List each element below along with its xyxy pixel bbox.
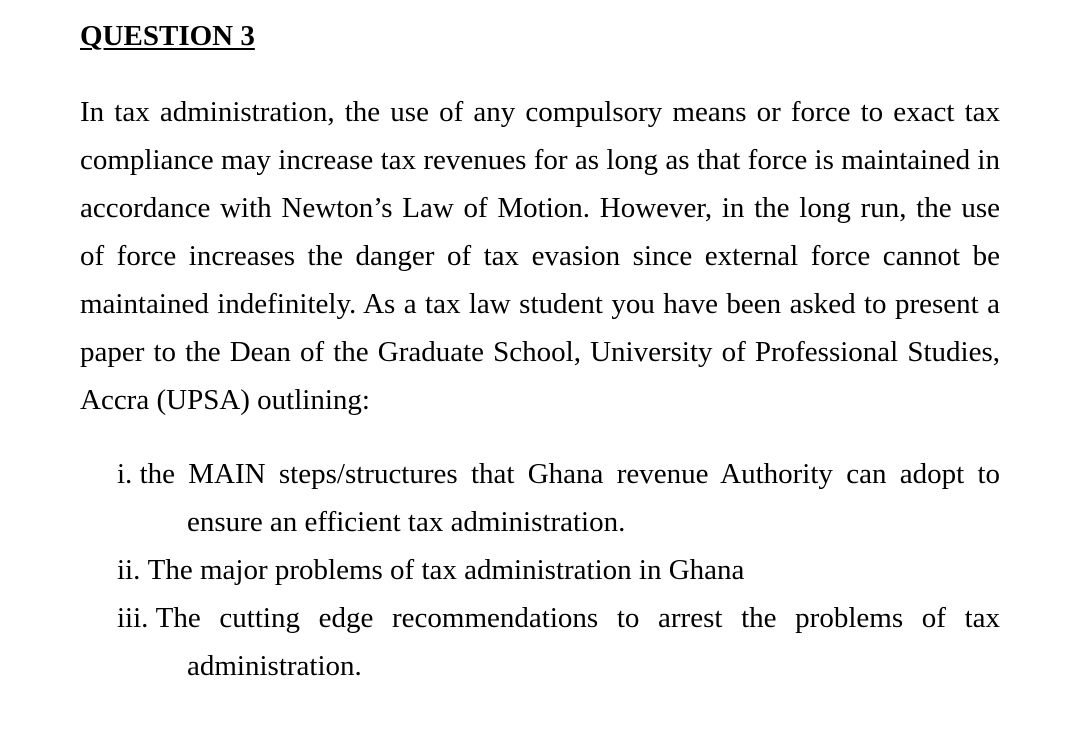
list-item bbox=[117, 594, 1000, 690]
list-item-marker: i. bbox=[117, 458, 133, 490]
question-list bbox=[117, 450, 1000, 690]
list-item bbox=[117, 546, 1000, 594]
list-item-marker: ii. bbox=[117, 554, 141, 586]
list-item-text: the MAIN steps/structures that Ghana revenue Authority can adopt to ensure an efficient tax administration. bbox=[139, 458, 1000, 538]
list-item-text: The cutting edge recommendations to arrest the problems of tax administration. bbox=[155, 602, 1000, 682]
list-item-marker: iii. bbox=[117, 602, 149, 634]
question-paragraph: In tax administration, the use of any compulsory means or force to exact tax compliance may increase tax revenues for as long as that force is maintained in accordance with Newton’s Law of Motion. However, in the long run, the use of force increases the danger of tax evasion since external force cannot be maintained indefinitely. As a tax law student you have been asked to present a paper to the Dean of the Graduate School, University of Professional Studies, Accra (UPSA) outlining: bbox=[80, 96, 1000, 416]
question-title: QUESTION 3 bbox=[80, 20, 255, 52]
list-item bbox=[117, 450, 1000, 546]
list-item-text: The major problems of tax administration in Ghana bbox=[147, 554, 745, 586]
